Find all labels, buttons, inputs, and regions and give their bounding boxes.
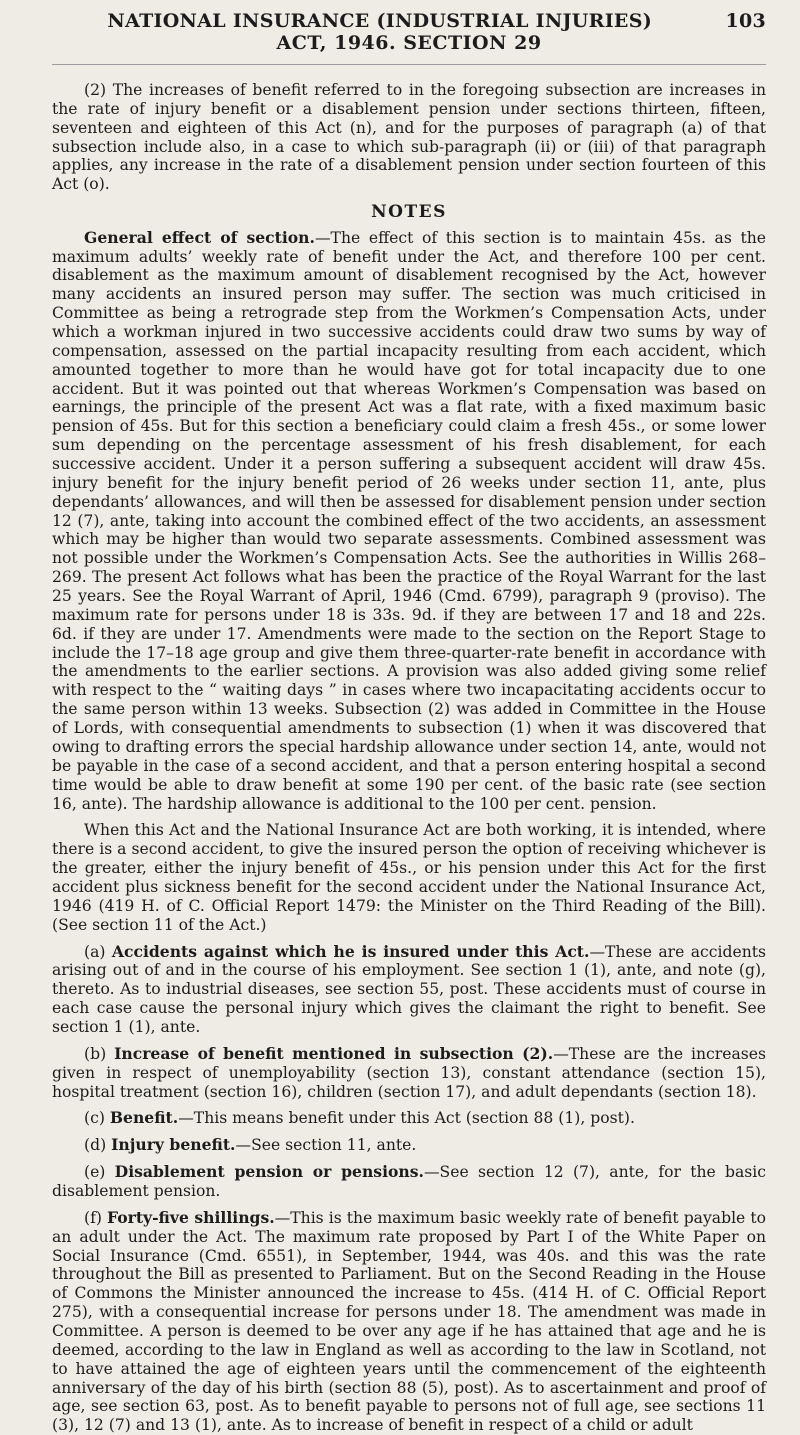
note-item-f	[52, 1209, 766, 1435]
note-item-d	[52, 1136, 766, 1155]
subsection-2-paragraph: (2) The increases of benefit referred to in the foregoing subsection are increases in the rate of injury benefit or a disablement pension under sections thirteen, fifteen, seventeen and eighteen of this Act (n), and for the purposes of paragraph (a) of that subsection include also, in a case to which sub-paragraph (ii) or (iii) of that paragraph applies, any increase in the rate of a disablement pension under section fourteen of this Act (o).	[52, 81, 766, 194]
note-item-title: Benefit.	[109, 1108, 179, 1128]
header-title-line1: NATIONAL INSURANCE (INDUSTRIAL INJURIES)	[107, 10, 653, 32]
note-item-c	[52, 1109, 766, 1128]
note-second-accident-paragraph: When this Act and the National Insurance Act are both working, it is intended, where there is a second accident, to give the insured person the option of receiving whichever is the greater, either the injury benefit of 45s., or his pension under this Act for the first accident plus sickness benefit for the second accident under the National Insurance Act, 1946 (419 H. of C. Official Report 1479: the Minister on the Third Reading of the Bill). (See section 11 of the Act.)	[52, 821, 766, 934]
note-item-title: Increase of benefit mentioned in subsection (2).	[114, 1043, 554, 1063]
page-number: 103	[725, 10, 766, 32]
note-general-text: —The effect of this section is to maintain 45s. as the maximum adults’ weekly rate of benefit under the Act, and therefore 100 per cent. disablement as the maximum amount of disablement recognised by the Act, however many accidents an insured person may suffer. The section was much criticised in Committee as being a retrograde step from the Workmen’s Compensation Acts, under which a workman injured in two successive accidents could draw two sums by way of compensation, assessed on the partial incapacity resulting from each accident, which amounted together to more than he would have got for total incapacity due to one accident. But it was pointed out that whereas Workmen’s Compensation was based on earnings, the principle of the present Act was a flat rate, with a fixed maximum basic pension of 45s. But for this section a beneficiary could claim a fresh 45s., or some lower sum depending on the percentage assessment of his fresh disablement, for each successive accident. Under it a person suffering a subsequent accident will draw 45s. injury benefit for the injury benefit period of 26 weeks under section 11, ante, plus dependants’ allowances, and will then be assessed for disablement pension under section 12 (7), ante, taking into account the combined effect of the two accidents, an assessment which may be higher than would two separate assessments. Combined assessment was not possible under the Workmen’s Compensation Acts. See the authorities in Willis 268–269. The present Act follows what has been the practice of the Royal Warrant for the last 25 years. See the Royal Warrant of April, 1946 (Cmd. 6799), paragraph 9 (proviso). The maximum rate for persons under 18 is 33s. 9d. if they are between 17 and 18 and 22s. 6d. if they are under 17. Amendments were made to the section on the Report Stage to include the 17–18 age group and give them three-quarter-rate benefit in accordance with the amendments to the earlier sections. A provision was also added giving some relief with respect to the “ waiting days ” in cases where two incapacitating accidents occur to the same person within 13 weeks. Subsection (2) was added in Committee in the House of Lords, with consequential amendments to subsection (1) when it was discovered that owing to drafting errors the special hardship allowance under section 14, ante, would not be payable in the case of a second accident, and that a person entering hospital a second time would be able to draw benefit at some 190 per cent. of the basic rate (see section 16, ante). The hardship allowance is additional to the 100 per cent. pension.	[52, 228, 767, 813]
notes-heading: NOTES	[371, 202, 447, 223]
header-divider	[52, 64, 766, 65]
note-item-label: (e)	[84, 1163, 115, 1182]
note-item-label: (a)	[84, 942, 112, 961]
note-item-e	[52, 1163, 766, 1201]
note-item-title: Accidents against which he is insured under this Act.	[111, 941, 590, 961]
note-item-label: (b)	[84, 1044, 115, 1063]
note-item-text: —This means benefit under this Act (section 88 (1), post).	[178, 1109, 635, 1128]
header-title-line2: ACT, 1946. SECTION 29	[276, 32, 542, 54]
note-item-label: (d)	[84, 1136, 112, 1155]
note-item-title: Forty-five shillings.	[106, 1207, 275, 1227]
note-item-text: —These are the increases given in respect of unemployability (section 13), constant attendance (section 15), hospital treatment (section 16), children (section 17), and adult dependants (section 18).	[52, 1044, 766, 1101]
note-item-title: Injury benefit.	[111, 1135, 236, 1155]
note-item-b	[52, 1045, 766, 1102]
note-item-text: —See section 12 (7), ante, for the basic disablement pension.	[52, 1163, 767, 1200]
note-general-effect	[52, 229, 766, 814]
body-text	[52, 81, 766, 1435]
note-item-label: (f)	[84, 1208, 107, 1227]
note-item-a	[52, 943, 766, 1037]
running-header	[52, 10, 766, 54]
note-item-text: —This is the maximum basic weekly rate of benefit payable to an adult under the Act. The maximum rate proposed by Part I of the White Paper on Social Insurance (Cmd. 6551), in September, 1944, was 40s. and this was the rate throughout the Bill as presented to Parliament. But on the Second Reading in the House of Commons the Minister announced the increase to 45s. (414 H. of C. Official Report 275), with a consequential increase for persons under 18. The amendment was made in Committee. A person is deemed to be over any age if he has attained that age and he is deemed, according to the law in England as well as according to the law in Scotland, not to have attained the age of eighteen years until the commencement of the eighteenth anniversary of the day of his birth (section 88 (5), post). As to ascertainment and proof of age, see section 63, post. As to benefit payable to persons not of full age, see sections 11 (3), 12 (7) and 13 (1), ante. As to increase of benefit in respect of a child or adult	[52, 1208, 766, 1435]
note-item-text: —These are accidents arising out of and in the course of his employment. See section 1 (1), ante, and note (g), thereto. As to industrial diseases, see section 55, post. These accidents must of course in each case cause the personal injury which gives the claimant the right to benefit. See section 1 (1), ante.	[52, 942, 767, 1036]
note-item-title: Disablement pension or pensions.	[114, 1162, 424, 1182]
note-item-text: —See section 11, ante.	[235, 1136, 417, 1155]
note-item-label: (c)	[84, 1109, 110, 1128]
note-general-title: General effect of section.	[84, 227, 315, 247]
